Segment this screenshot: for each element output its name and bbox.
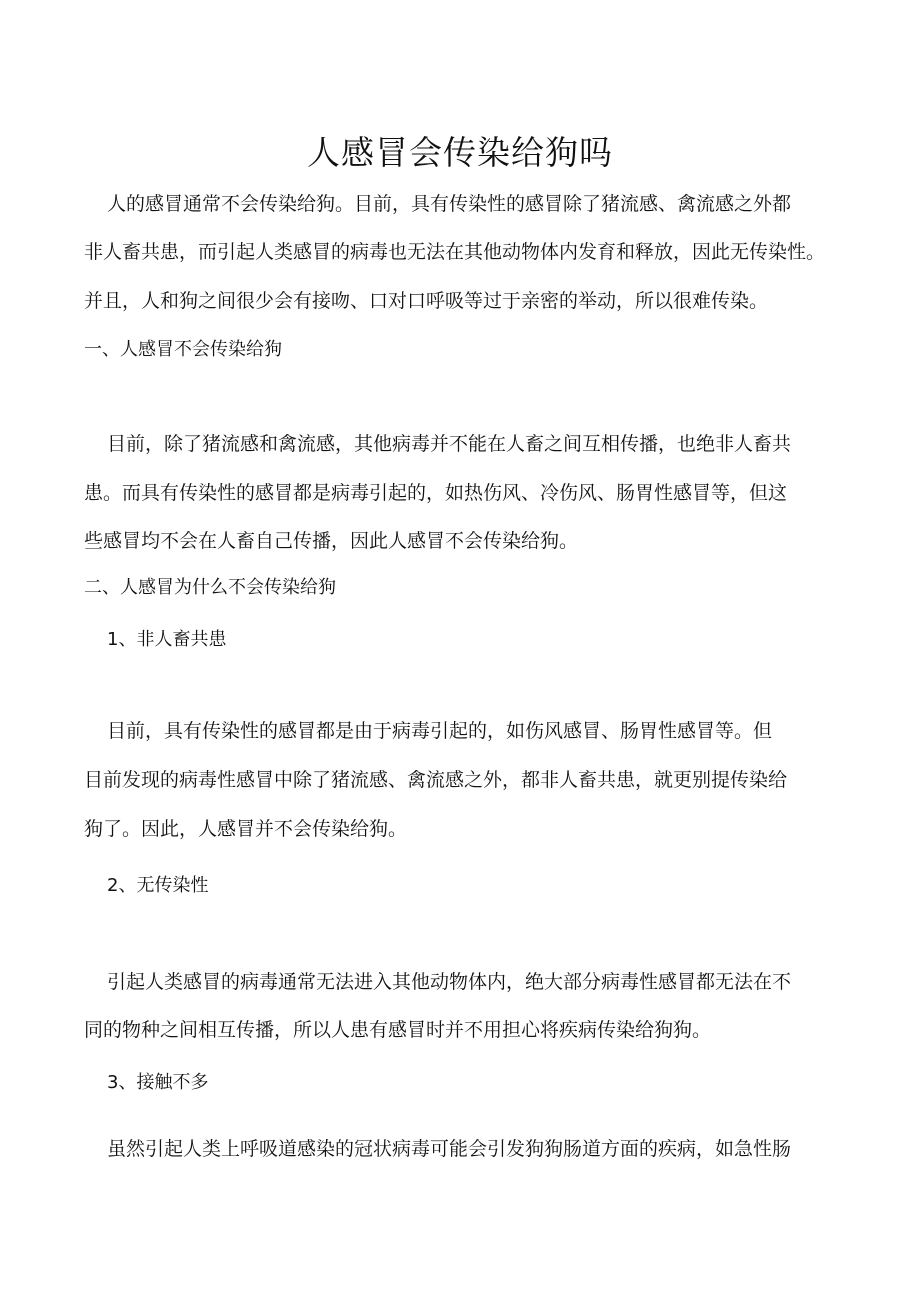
subsection-heading-3: 3、接触不多	[107, 1072, 209, 1093]
paragraph-line: 人的感冒通常不会传染给狗。目前，具有传染性的感冒除了猪流感、禽流感之外都	[107, 193, 792, 215]
paragraph-line: 目前，具有传染性的感冒都是由于病毒引起的，如伤风感冒、肠胃性感冒等。但	[107, 720, 773, 742]
paragraph-line: 患。而具有传染性的感冒都是病毒引起的，如热伤风、冷伤风、肠胃性感冒等，但这	[84, 482, 788, 504]
subsection-heading-1: 1、非人畜共患	[107, 629, 227, 650]
section-heading-2: 二、人感冒为什么不会传染给狗	[84, 577, 336, 598]
document-title: 人感冒会传染给狗吗	[307, 133, 613, 172]
paragraph-line: 引起人类感冒的病毒通常无法进入其他动物体内，绝大部分病毒性感冒都无法在不	[107, 971, 792, 993]
paragraph-line: 些感冒均不会在人畜自己传播，因此人感冒不会传染给狗。	[84, 530, 579, 552]
paragraph-line: 并且，人和狗之间很少会有接吻、口对口呼吸等过于亲密的举动，所以很难传染。	[84, 290, 769, 312]
paragraph-line: 目前发现的病毒性感冒中除了猪流感、禽流感之外，都非人畜共患，就更别提传染给	[84, 769, 788, 791]
subsection-heading-2: 2、无传染性	[107, 875, 209, 896]
paragraph-line: 目前，除了猪流感和禽流感，其他病毒并不能在人畜之间互相传播，也绝非人畜共	[107, 433, 792, 455]
section-heading-1: 一、人感冒不会传染给狗	[84, 339, 282, 360]
paragraph-line: 非人畜共患，而引起人类感冒的病毒也无法在其他动物体内发育和释放，因此无传染性。	[84, 241, 826, 263]
paragraph-line: 狗了。因此，人感冒并不会传染给狗。	[84, 818, 408, 840]
paragraph-line: 同的物种之间相互传播，所以人患有感冒时并不用担心将疾病传染给狗狗。	[84, 1019, 712, 1041]
paragraph-line: 虽然引起人类上呼吸道感染的冠状病毒可能会引发狗狗肠道方面的疾病，如急性肠	[107, 1138, 792, 1160]
